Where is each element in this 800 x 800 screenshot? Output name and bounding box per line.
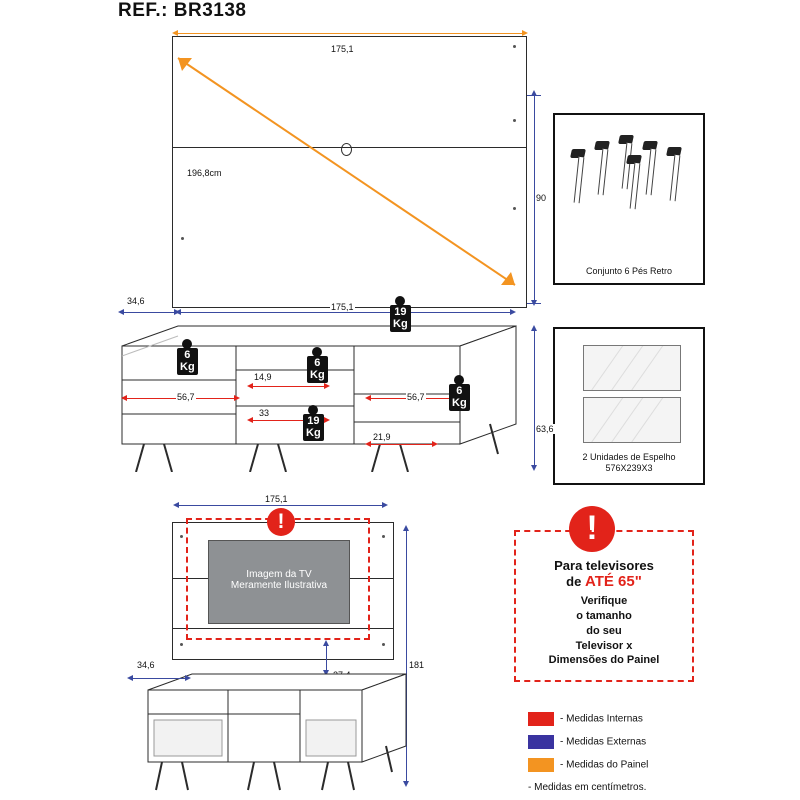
tv-placeholder-line2: Meramente Ilustrativa	[230, 580, 328, 591]
warning-sub5: Dimensões do Painel	[548, 654, 660, 667]
rack-width-label: 175,1	[331, 302, 354, 312]
center-top-internal-label: 14,9	[254, 372, 272, 382]
weight-badge: 19 Kg	[390, 305, 411, 332]
warning-line1b: de	[566, 574, 582, 589]
legend-label-internal: - Medidas Internas	[560, 713, 643, 725]
weight-badge: 6 Kg	[177, 348, 198, 375]
legend-item	[528, 735, 648, 749]
warning-sub3: do seu	[586, 624, 622, 637]
panel-height-label: 90	[536, 193, 547, 203]
exclamation-icon: !	[267, 508, 295, 536]
rack-height-dimension-line	[534, 330, 535, 468]
warning-sub1: Verifique	[580, 595, 628, 607]
legend-label-panel: - Medidas do Painel	[560, 759, 649, 771]
assembly-panel-width-label: 175,1	[265, 494, 288, 504]
legend-item	[528, 712, 648, 726]
assembly-rack-depth-label: 34,6	[137, 660, 155, 670]
mirror-caption-line2: 576X239X3	[605, 463, 653, 474]
legs-set-box	[553, 113, 705, 285]
reference-title: REF.: BR3138	[118, 0, 247, 21]
legend-label-external: - Medidas Externas	[560, 736, 647, 748]
legend-swatch-external	[528, 735, 554, 749]
center-middle-internal-label: 33	[259, 408, 270, 418]
mirror-caption-line1: 2 Unidades de Espelho	[582, 451, 676, 462]
panel-diagonal-dimension	[170, 30, 530, 315]
legend-swatch-internal	[528, 712, 554, 726]
right-shelf-internal-label: 56,7	[407, 392, 425, 402]
warning-line1a: Para televisores	[554, 558, 654, 573]
panel-diagonal-label: 196,8cm	[187, 168, 222, 178]
legend-swatch-panel	[528, 758, 554, 772]
warning-sub2: o tamanho	[576, 609, 632, 622]
assembly-total-height-label: 181	[409, 660, 425, 670]
right-drawer-internal-label: 21,9	[373, 432, 391, 442]
legend	[528, 712, 648, 793]
tv-size-warning-box	[514, 530, 694, 682]
weight-badge: 6 Kg	[449, 384, 470, 411]
rack-width-dimension-line	[180, 312, 512, 313]
tv-placeholder-line1: Imagem da TV	[246, 569, 312, 580]
tv-max-size-dashed-box	[186, 518, 370, 640]
legend-footnote: - Medidas em centímetros.	[528, 782, 647, 793]
rack-depth-label: 34,6	[127, 296, 145, 306]
legend-item	[528, 758, 648, 772]
panel-width-label: 175,1	[331, 44, 354, 54]
rack-height-label: 63,6	[536, 424, 554, 434]
weight-badge: 19 Kg	[303, 414, 324, 441]
assembly-rack-view	[118, 668, 408, 796]
mirror-units-box	[553, 327, 705, 485]
warning-exclamation-icon: !	[569, 506, 615, 552]
left-shelf-internal-label: 56,7	[177, 392, 195, 402]
warning-highlight: ATÉ 65"	[584, 573, 642, 590]
warning-sub4: Televisor x	[575, 639, 633, 652]
weight-badge: 6 Kg	[307, 356, 328, 383]
legs-set-caption: Conjunto 6 Pés Retro	[585, 265, 673, 276]
